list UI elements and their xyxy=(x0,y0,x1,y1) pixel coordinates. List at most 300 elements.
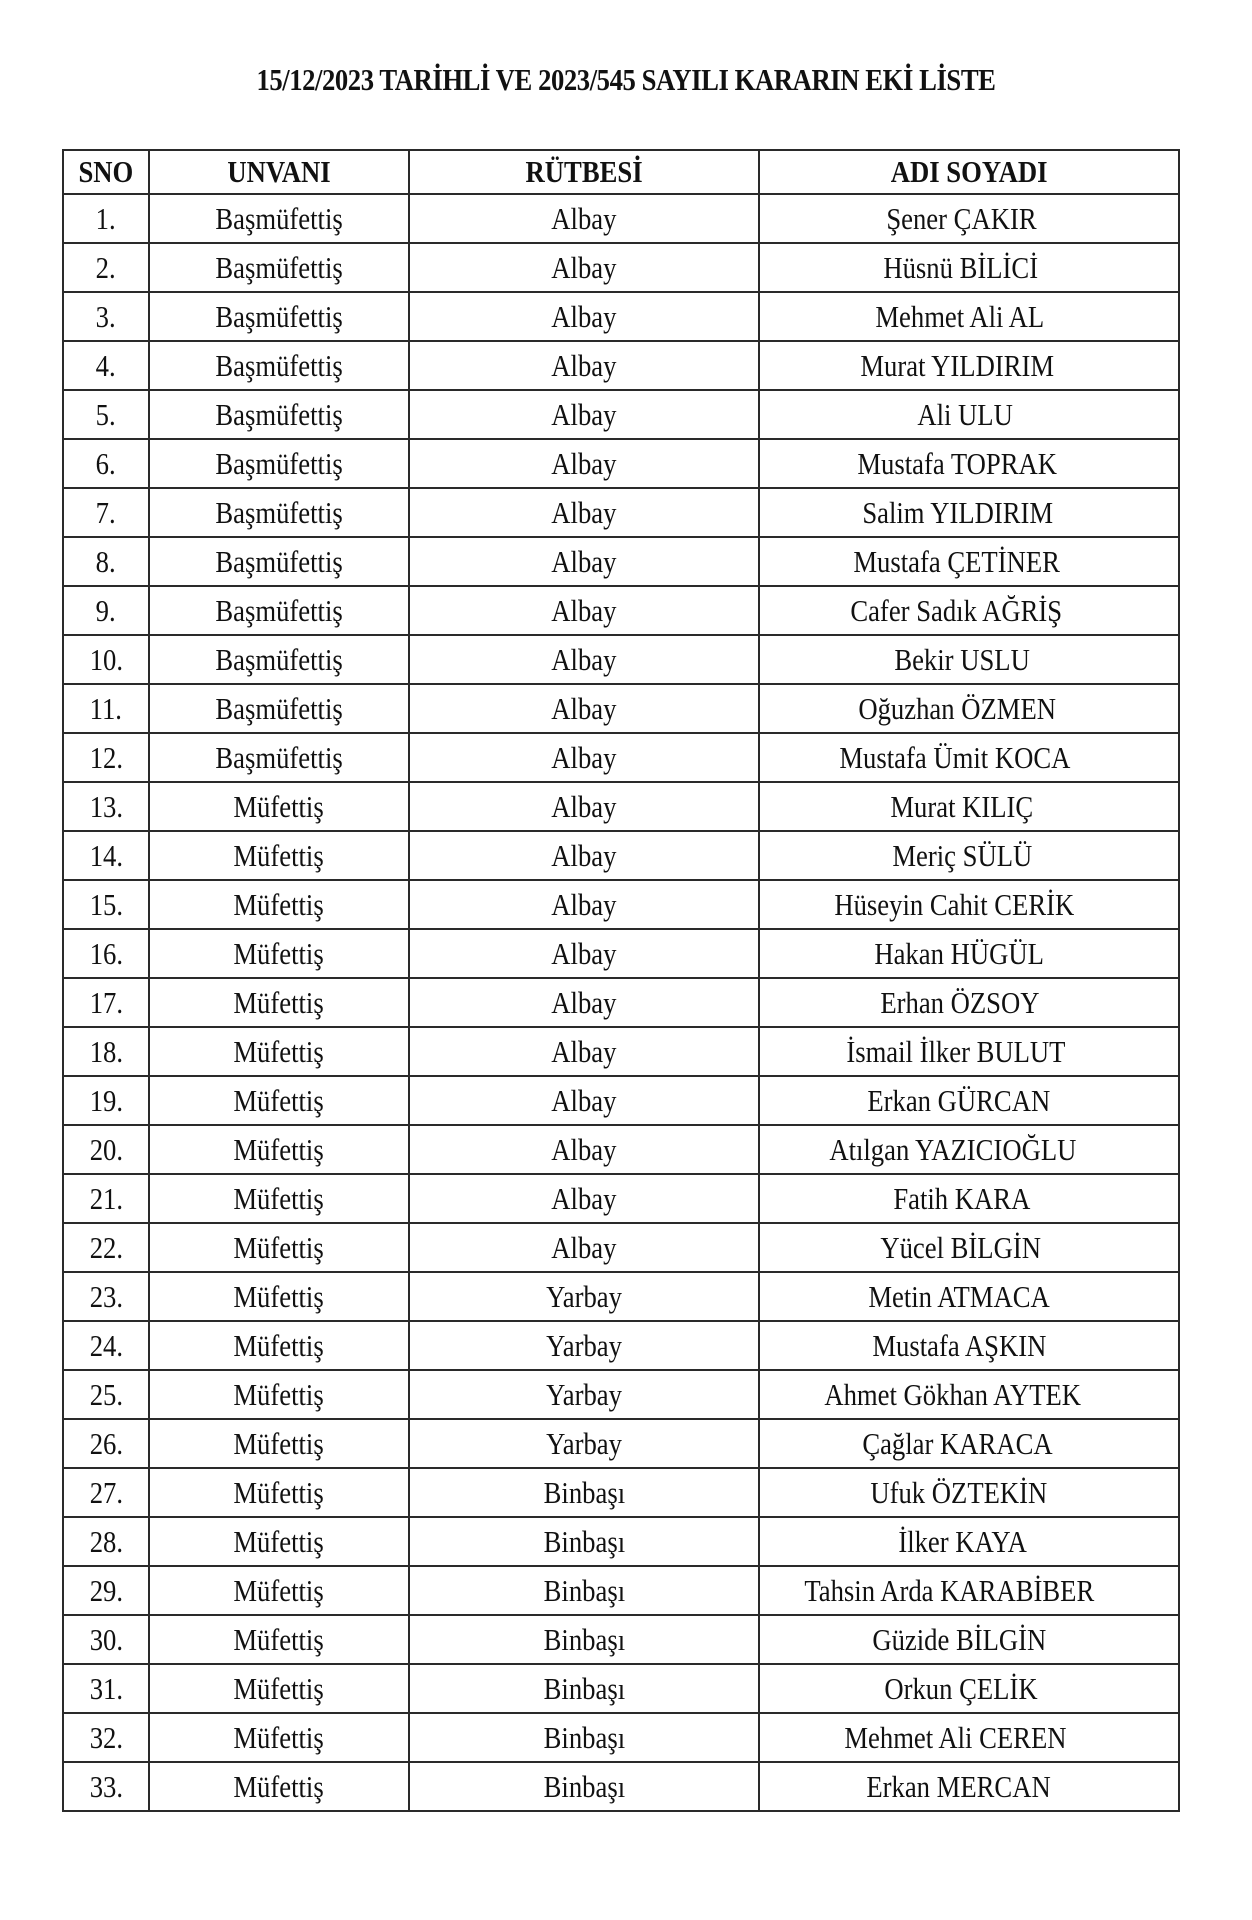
cell-unvani-text: Müfettiş xyxy=(233,1573,325,1608)
cell-adi-soyadi-text: Mustafa TOPRAK xyxy=(857,446,1057,481)
cell-sno-text: 1. xyxy=(96,201,116,236)
cell-adi-soyadi-text: Ahmet Gökhan AYTEK xyxy=(824,1377,1081,1412)
table-row xyxy=(63,1762,1179,1811)
header-rutbesi-label: RÜTBESİ xyxy=(525,154,643,189)
cell-unvani xyxy=(149,194,409,243)
cell-sno-text: 27. xyxy=(89,1475,123,1510)
cell-unvani-text: Başmüfettiş xyxy=(215,250,343,285)
cell-adi-soyadi xyxy=(759,831,1179,880)
cell-rutbesi-text: Binbaşı xyxy=(543,1524,625,1559)
cell-unvani-text: Müfettiş xyxy=(233,789,325,824)
cell-rutbesi-text: Albay xyxy=(551,789,617,824)
cell-adi-soyadi-text: Meriç SÜLÜ xyxy=(891,838,1032,873)
cell-adi-soyadi-text: Atılgan YAZICIOĞLU xyxy=(829,1132,1077,1167)
cell-unvani-text: Müfettiş xyxy=(233,1622,325,1657)
cell-sno-text: 29. xyxy=(89,1573,123,1608)
cell-sno xyxy=(63,1076,149,1125)
cell-rutbesi-text: Albay xyxy=(551,1230,617,1265)
cell-adi-soyadi xyxy=(759,439,1179,488)
header-unvani-label: UNVANI xyxy=(227,154,331,189)
cell-rutbesi xyxy=(409,1125,759,1174)
cell-unvani xyxy=(149,292,409,341)
cell-sno-text: 25. xyxy=(89,1377,123,1412)
cell-rutbesi xyxy=(409,1762,759,1811)
cell-unvani xyxy=(149,243,409,292)
cell-unvani xyxy=(149,1566,409,1615)
cell-rutbesi-text: Binbaşı xyxy=(543,1720,625,1755)
cell-sno xyxy=(63,831,149,880)
cell-sno-text: 7. xyxy=(96,495,116,530)
cell-rutbesi xyxy=(409,537,759,586)
cell-rutbesi-text: Albay xyxy=(551,495,617,530)
cell-rutbesi-text: Albay xyxy=(551,397,617,432)
table-row xyxy=(63,1174,1179,1223)
cell-unvani xyxy=(149,1713,409,1762)
cell-sno xyxy=(63,1272,149,1321)
cell-rutbesi xyxy=(409,1174,759,1223)
cell-sno-text: 14. xyxy=(89,838,123,873)
cell-adi-soyadi-text: Mustafa Ümit KOCA xyxy=(838,740,1071,775)
cell-sno-text: 21. xyxy=(89,1181,123,1216)
cell-rutbesi-text: Albay xyxy=(551,299,617,334)
cell-sno-text: 8. xyxy=(96,544,116,579)
cell-sno xyxy=(63,1615,149,1664)
cell-sno-text: 13. xyxy=(89,789,123,824)
table-row xyxy=(63,1517,1179,1566)
table-row xyxy=(63,1664,1179,1713)
cell-adi-soyadi xyxy=(759,1419,1179,1468)
cell-adi-soyadi xyxy=(759,1321,1179,1370)
personnel-list-table xyxy=(62,149,1180,1812)
cell-adi-soyadi-text: Murat YILDIRIM xyxy=(860,348,1055,383)
cell-unvani-text: Müfettiş xyxy=(233,1132,325,1167)
cell-rutbesi xyxy=(409,1370,759,1419)
cell-adi-soyadi-text: Mustafa AŞKIN xyxy=(872,1328,1047,1363)
cell-sno-text: 22. xyxy=(89,1230,123,1265)
cell-adi-soyadi xyxy=(759,880,1179,929)
cell-rutbesi xyxy=(409,292,759,341)
table-row xyxy=(63,1419,1179,1468)
cell-adi-soyadi xyxy=(759,1713,1179,1762)
cell-sno xyxy=(63,1566,149,1615)
cell-unvani xyxy=(149,1321,409,1370)
cell-unvani-text: Müfettiş xyxy=(233,1328,325,1363)
cell-adi-soyadi-text: Yücel BİLGİN xyxy=(879,1230,1041,1265)
cell-rutbesi-text: Albay xyxy=(551,593,617,628)
cell-sno-text: 6. xyxy=(96,446,116,481)
cell-sno-text: 18. xyxy=(89,1034,123,1069)
cell-sno xyxy=(63,194,149,243)
cell-rutbesi-text: Yarbay xyxy=(546,1426,622,1461)
header-unvani xyxy=(149,150,409,194)
cell-unvani-text: Başmüfettiş xyxy=(215,691,343,726)
cell-rutbesi xyxy=(409,1223,759,1272)
cell-unvani-text: Müfettiş xyxy=(233,1769,325,1804)
cell-sno-text: 23. xyxy=(89,1279,123,1314)
cell-unvani-text: Müfettiş xyxy=(233,1671,325,1706)
cell-adi-soyadi xyxy=(759,1468,1179,1517)
table-row xyxy=(63,733,1179,782)
table-body xyxy=(63,194,1179,1811)
cell-unvani xyxy=(149,1664,409,1713)
cell-adi-soyadi xyxy=(759,1615,1179,1664)
cell-adi-soyadi xyxy=(759,1566,1179,1615)
cell-unvani xyxy=(149,880,409,929)
table-row xyxy=(63,341,1179,390)
cell-unvani xyxy=(149,978,409,1027)
cell-sno-text: 33. xyxy=(89,1769,123,1804)
cell-unvani xyxy=(149,439,409,488)
cell-adi-soyadi xyxy=(759,1125,1179,1174)
cell-rutbesi-text: Albay xyxy=(551,250,617,285)
cell-rutbesi-text: Albay xyxy=(551,1132,617,1167)
cell-adi-soyadi xyxy=(759,1370,1179,1419)
cell-rutbesi xyxy=(409,1272,759,1321)
cell-sno xyxy=(63,1664,149,1713)
cell-adi-soyadi-text: Mehmet Ali CEREN xyxy=(844,1720,1067,1755)
cell-adi-soyadi-text: İlker KAYA xyxy=(898,1524,1028,1559)
cell-rutbesi-text: Albay xyxy=(551,348,617,383)
header-rutbesi xyxy=(409,150,759,194)
table-row xyxy=(63,831,1179,880)
cell-sno xyxy=(63,390,149,439)
table-row xyxy=(63,243,1179,292)
cell-unvani xyxy=(149,488,409,537)
cell-adi-soyadi xyxy=(759,488,1179,537)
cell-rutbesi-text: Albay xyxy=(551,1034,617,1069)
table-row xyxy=(63,537,1179,586)
header-sno-label: SNO xyxy=(78,154,134,189)
cell-rutbesi xyxy=(409,1713,759,1762)
table-row xyxy=(63,439,1179,488)
table-row xyxy=(63,194,1179,243)
cell-sno xyxy=(63,1174,149,1223)
cell-unvani-text: Başmüfettiş xyxy=(215,348,343,383)
cell-sno xyxy=(63,880,149,929)
cell-adi-soyadi-text: Hakan HÜGÜL xyxy=(874,936,1045,971)
cell-rutbesi-text: Yarbay xyxy=(546,1328,622,1363)
cell-sno-text: 4. xyxy=(96,348,116,383)
cell-adi-soyadi-text: Oğuzhan ÖZMEN xyxy=(858,691,1057,726)
cell-sno-text: 19. xyxy=(89,1083,123,1118)
cell-sno xyxy=(63,1321,149,1370)
cell-sno xyxy=(63,684,149,733)
cell-unvani-text: Başmüfettiş xyxy=(215,397,343,432)
cell-rutbesi-text: Binbaşı xyxy=(543,1475,625,1510)
cell-unvani xyxy=(149,1370,409,1419)
cell-unvani-text: Başmüfettiş xyxy=(215,495,343,530)
cell-rutbesi-text: Albay xyxy=(551,740,617,775)
cell-sno xyxy=(63,341,149,390)
cell-adi-soyadi xyxy=(759,194,1179,243)
header-sno xyxy=(63,150,149,194)
cell-unvani-text: Başmüfettiş xyxy=(215,740,343,775)
cell-unvani-text: Başmüfettiş xyxy=(215,544,343,579)
table-row xyxy=(63,586,1179,635)
cell-adi-soyadi-text: Ali ULU xyxy=(917,397,1014,432)
header-adi-soyadi-label: ADI SOYADI xyxy=(890,154,1048,189)
cell-adi-soyadi xyxy=(759,586,1179,635)
cell-sno-text: 15. xyxy=(89,887,123,922)
cell-adi-soyadi xyxy=(759,537,1179,586)
cell-adi-soyadi xyxy=(759,1762,1179,1811)
cell-rutbesi-text: Albay xyxy=(551,446,617,481)
document-title: 15/12/2023 TARİHLİ VE 2023/545 SAYILI KARARIN EKİ LİSTE xyxy=(256,62,996,97)
table-row xyxy=(63,1272,1179,1321)
cell-rutbesi xyxy=(409,978,759,1027)
cell-rutbesi-text: Albay xyxy=(551,1181,617,1216)
cell-unvani xyxy=(149,1762,409,1811)
cell-sno xyxy=(63,978,149,1027)
cell-adi-soyadi xyxy=(759,1027,1179,1076)
cell-sno-text: 31. xyxy=(89,1671,123,1706)
cell-rutbesi xyxy=(409,929,759,978)
cell-rutbesi xyxy=(409,341,759,390)
cell-rutbesi xyxy=(409,1321,759,1370)
cell-adi-soyadi-text: Cafer Sadık AĞRİŞ xyxy=(850,593,1062,628)
cell-rutbesi xyxy=(409,1419,759,1468)
cell-unvani xyxy=(149,929,409,978)
cell-adi-soyadi-text: Hüsnü BİLİCİ xyxy=(883,250,1039,285)
cell-adi-soyadi xyxy=(759,292,1179,341)
cell-adi-soyadi-text: Orkun ÇELİK xyxy=(884,1671,1038,1706)
cell-rutbesi-text: Albay xyxy=(551,691,617,726)
cell-adi-soyadi xyxy=(759,684,1179,733)
cell-rutbesi-text: Yarbay xyxy=(546,1377,622,1412)
cell-unvani xyxy=(149,537,409,586)
cell-adi-soyadi-text: Şener ÇAKIR xyxy=(885,201,1037,236)
cell-sno-text: 10. xyxy=(89,642,123,677)
cell-sno xyxy=(63,292,149,341)
cell-adi-soyadi-text: Çağlar KARACA xyxy=(862,1426,1053,1461)
cell-unvani-text: Müfettiş xyxy=(233,936,325,971)
cell-rutbesi xyxy=(409,1566,759,1615)
cell-unvani-text: Müfettiş xyxy=(233,1279,325,1314)
cell-adi-soyadi xyxy=(759,390,1179,439)
cell-sno-text: 5. xyxy=(96,397,116,432)
cell-rutbesi-text: Albay xyxy=(551,1083,617,1118)
cell-rutbesi-text: Albay xyxy=(551,936,617,971)
cell-unvani-text: Başmüfettiş xyxy=(215,299,343,334)
cell-unvani-text: Müfettiş xyxy=(233,1230,325,1265)
cell-unvani xyxy=(149,341,409,390)
cell-unvani-text: Müfettiş xyxy=(233,1475,325,1510)
cell-unvani-text: Müfettiş xyxy=(233,1426,325,1461)
cell-adi-soyadi-text: Mehmet Ali AL xyxy=(875,299,1044,334)
cell-sno-text: 24. xyxy=(89,1328,123,1363)
cell-rutbesi xyxy=(409,1468,759,1517)
table-row xyxy=(63,1713,1179,1762)
cell-sno xyxy=(63,537,149,586)
cell-rutbesi xyxy=(409,880,759,929)
table-header-row xyxy=(63,150,1179,194)
cell-rutbesi-text: Binbaşı xyxy=(543,1573,625,1608)
cell-sno-text: 17. xyxy=(89,985,123,1020)
cell-sno xyxy=(63,439,149,488)
cell-unvani-text: Müfettiş xyxy=(233,1083,325,1118)
table-row xyxy=(63,1566,1179,1615)
cell-adi-soyadi-text: Bekir USLU xyxy=(894,642,1031,677)
cell-sno-text: 30. xyxy=(89,1622,123,1657)
table-row xyxy=(63,1027,1179,1076)
cell-unvani xyxy=(149,1517,409,1566)
cell-sno xyxy=(63,782,149,831)
cell-sno-text: 28. xyxy=(89,1524,123,1559)
cell-unvani xyxy=(149,586,409,635)
cell-rutbesi xyxy=(409,733,759,782)
cell-adi-soyadi-text: İsmail İlker BULUT xyxy=(845,1034,1066,1069)
cell-rutbesi xyxy=(409,684,759,733)
cell-adi-soyadi-text: Murat KILIÇ xyxy=(890,789,1034,824)
cell-unvani xyxy=(149,782,409,831)
table-row xyxy=(63,684,1179,733)
cell-rutbesi xyxy=(409,831,759,880)
cell-rutbesi xyxy=(409,1517,759,1566)
cell-unvani-text: Müfettiş xyxy=(233,1524,325,1559)
table-row xyxy=(63,929,1179,978)
cell-unvani xyxy=(149,1174,409,1223)
cell-adi-soyadi-text: Erkan MERCAN xyxy=(866,1769,1051,1804)
cell-rutbesi xyxy=(409,488,759,537)
cell-adi-soyadi-text: Tahsin Arda KARABİBER xyxy=(804,1573,1095,1608)
table-row xyxy=(63,635,1179,684)
cell-sno xyxy=(63,1468,149,1517)
cell-sno xyxy=(63,1370,149,1419)
cell-rutbesi xyxy=(409,1027,759,1076)
cell-adi-soyadi xyxy=(759,635,1179,684)
cell-adi-soyadi-text: Erhan ÖZSOY xyxy=(880,985,1040,1020)
cell-adi-soyadi xyxy=(759,782,1179,831)
cell-unvani xyxy=(149,831,409,880)
cell-sno xyxy=(63,1223,149,1272)
table-row xyxy=(63,978,1179,1027)
cell-sno-text: 11. xyxy=(89,691,123,726)
cell-sno xyxy=(63,1125,149,1174)
cell-sno xyxy=(63,635,149,684)
table-row xyxy=(63,1370,1179,1419)
cell-rutbesi xyxy=(409,1664,759,1713)
cell-rutbesi xyxy=(409,586,759,635)
cell-sno xyxy=(63,1517,149,1566)
cell-sno-text: 32. xyxy=(89,1720,123,1755)
cell-adi-soyadi-text: Fatih KARA xyxy=(893,1181,1031,1216)
cell-adi-soyadi xyxy=(759,978,1179,1027)
cell-sno-text: 2. xyxy=(96,250,116,285)
cell-rutbesi-text: Albay xyxy=(551,887,617,922)
cell-rutbesi xyxy=(409,243,759,292)
cell-adi-soyadi-text: Erkan GÜRCAN xyxy=(866,1083,1050,1118)
cell-adi-soyadi xyxy=(759,929,1179,978)
cell-rutbesi xyxy=(409,439,759,488)
cell-sno xyxy=(63,243,149,292)
cell-adi-soyadi xyxy=(759,1076,1179,1125)
table-row xyxy=(63,1125,1179,1174)
cell-rutbesi-text: Binbaşı xyxy=(543,1769,625,1804)
cell-sno-text: 26. xyxy=(89,1426,123,1461)
cell-rutbesi-text: Yarbay xyxy=(546,1279,622,1314)
cell-rutbesi xyxy=(409,194,759,243)
cell-rutbesi-text: Albay xyxy=(551,642,617,677)
cell-adi-soyadi xyxy=(759,1517,1179,1566)
cell-adi-soyadi-text: Hüseyin Cahit CERİK xyxy=(833,887,1074,922)
header-adi-soyadi xyxy=(759,150,1179,194)
cell-unvani xyxy=(149,733,409,782)
table-row xyxy=(63,782,1179,831)
cell-unvani xyxy=(149,1615,409,1664)
table-row xyxy=(63,1321,1179,1370)
cell-unvani xyxy=(149,390,409,439)
cell-rutbesi-text: Binbaşı xyxy=(543,1622,625,1657)
cell-sno-text: 3. xyxy=(96,299,116,334)
cell-adi-soyadi xyxy=(759,1272,1179,1321)
cell-unvani-text: Müfettiş xyxy=(233,838,325,873)
cell-adi-soyadi-text: Ufuk ÖZTEKİN xyxy=(870,1475,1048,1510)
cell-unvani xyxy=(149,1027,409,1076)
table-row xyxy=(63,488,1179,537)
cell-adi-soyadi xyxy=(759,341,1179,390)
cell-rutbesi-text: Albay xyxy=(551,838,617,873)
cell-unvani-text: Müfettiş xyxy=(233,1181,325,1216)
cell-unvani xyxy=(149,1076,409,1125)
cell-unvani xyxy=(149,1125,409,1174)
cell-unvani xyxy=(149,1468,409,1517)
cell-sno xyxy=(63,1713,149,1762)
cell-rutbesi-text: Binbaşı xyxy=(543,1671,625,1706)
cell-adi-soyadi xyxy=(759,1664,1179,1713)
cell-rutbesi xyxy=(409,1615,759,1664)
table-row xyxy=(63,880,1179,929)
table-row xyxy=(63,292,1179,341)
cell-unvani-text: Başmüfettiş xyxy=(215,446,343,481)
cell-rutbesi xyxy=(409,1076,759,1125)
cell-adi-soyadi-text: Güzide BİLGİN xyxy=(872,1622,1047,1657)
cell-unvani xyxy=(149,1272,409,1321)
cell-adi-soyadi-text: Salim YILDIRIM xyxy=(862,495,1054,530)
cell-unvani-text: Müfettiş xyxy=(233,985,325,1020)
cell-sno xyxy=(63,929,149,978)
cell-unvani xyxy=(149,635,409,684)
cell-rutbesi xyxy=(409,390,759,439)
cell-adi-soyadi xyxy=(759,1223,1179,1272)
cell-rutbesi-text: Albay xyxy=(551,985,617,1020)
cell-unvani-text: Müfettiş xyxy=(233,1377,325,1412)
cell-sno xyxy=(63,1027,149,1076)
cell-adi-soyadi xyxy=(759,733,1179,782)
cell-sno-text: 16. xyxy=(89,936,123,971)
table-row xyxy=(63,1223,1179,1272)
cell-unvani xyxy=(149,1223,409,1272)
cell-adi-soyadi-text: Mustafa ÇETİNER xyxy=(853,544,1060,579)
cell-unvani-text: Başmüfettiş xyxy=(215,593,343,628)
cell-rutbesi-text: Albay xyxy=(551,544,617,579)
cell-unvani xyxy=(149,1419,409,1468)
cell-sno xyxy=(63,1419,149,1468)
cell-unvani-text: Müfettiş xyxy=(233,1720,325,1755)
cell-sno xyxy=(63,488,149,537)
table-row xyxy=(63,1468,1179,1517)
cell-rutbesi xyxy=(409,782,759,831)
cell-unvani-text: Başmüfettiş xyxy=(215,201,343,236)
cell-sno-text: 12. xyxy=(89,740,123,775)
table-row xyxy=(63,1615,1179,1664)
cell-adi-soyadi-text: Metin ATMACA xyxy=(867,1279,1050,1314)
cell-sno-text: 20. xyxy=(89,1132,123,1167)
cell-sno xyxy=(63,1762,149,1811)
cell-sno xyxy=(63,586,149,635)
cell-adi-soyadi xyxy=(759,1174,1179,1223)
cell-sno-text: 9. xyxy=(96,593,116,628)
cell-unvani-text: Müfettiş xyxy=(233,887,325,922)
